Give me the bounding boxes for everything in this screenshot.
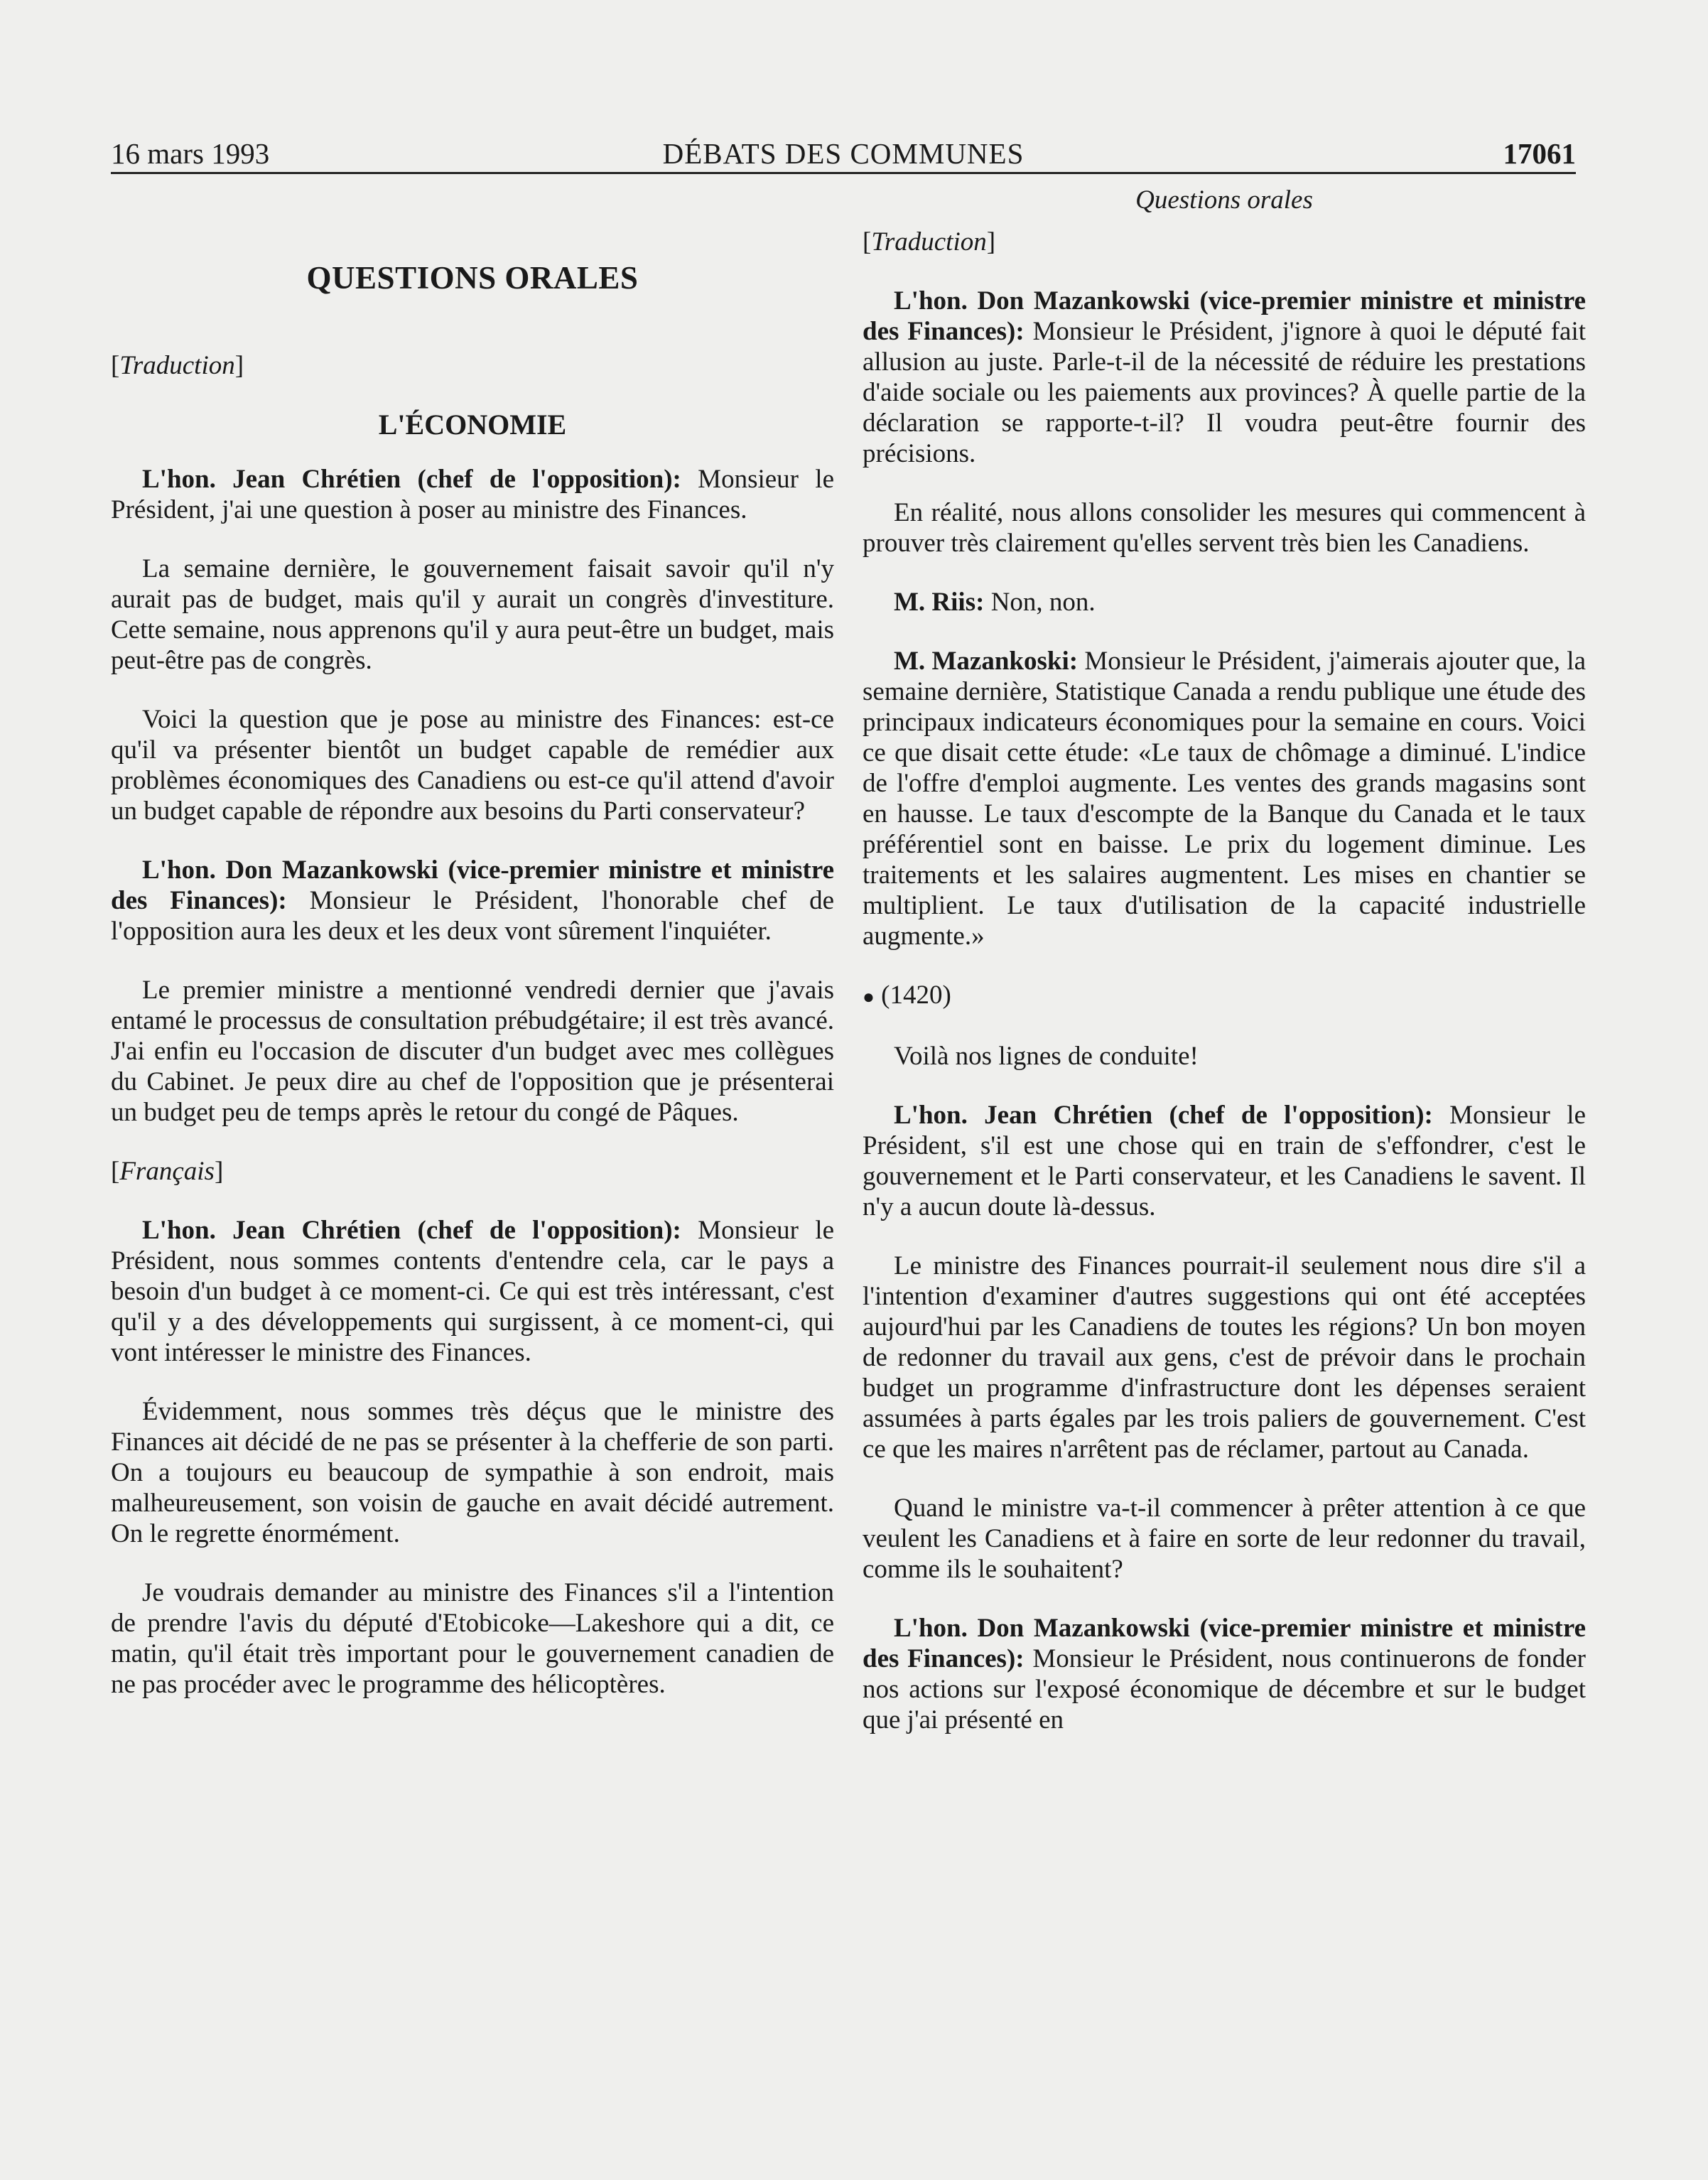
paragraph — [111, 1215, 834, 1368]
right-column — [863, 185, 1586, 1764]
paragraph — [863, 1613, 1586, 1735]
paragraph — [863, 587, 1586, 617]
speech-text: Monsieur le Président, s'il est une chose qui en train de s'effondrer, c'est le gouvernement et le Parti conservateur, et les Canadiens le savent. Il n'y a aucun doute là-dessus. — [863, 1101, 1586, 1222]
header-title: DÉBATS DES COMMUNES — [662, 137, 1025, 170]
speaker-name: L'hon. Jean Chrétien (chef de l'opposition): — [894, 1101, 1433, 1131]
language-note: [Traduction] — [863, 227, 996, 257]
language-note: [Traduction] — [111, 351, 244, 380]
speaker-name: L'hon. Jean Chrétien (chef de l'opposition): — [142, 1216, 681, 1245]
paragraph: En réalité, nous allons consolider les mesures qui commencent à prouver très clairement qu'elles servent très bien les Canadiens. — [863, 498, 1586, 558]
language-note-text: Traduction — [119, 351, 235, 380]
page-number: 17061 — [1503, 137, 1576, 170]
header-date: 16 mars 1993 — [111, 137, 270, 170]
speech-text: Monsieur le Président, nous sommes contents d'entendre cela, car le pays a besoin d'un budget à ce moment-ci. Ce qui est très intéressant, c'est qu'il y a des développements qui surgissent, à ce moment-ci, qui vont intéresser le ministre des Finances. — [111, 1216, 834, 1367]
paragraph: Évidemment, nous sommes très déçus que le ministre des Finances ait décidé de ne pas se présenter à la chefferie de son parti. On a toujours eu beaucoup de sympathie à son endroit, mais malheureusement, son voisin de gauche en avait décidé autrement. On le regrette énormément. — [111, 1397, 834, 1548]
paragraph: Le ministre des Finances pourrait-il seulement nous dire s'il a l'intention d'examiner d'autres suggestions qui ont été acceptées aujourd'hui par les Canadiens de toutes les régions? Un bon moyen de redonner du travail aux gens, c'est de prévoir dans le prochain budget un programme d'infrastructure dont les dépenses seraient assumées à parts égales par les trois paliers de gouvernement. C'est ce que les maires n'arrêtent pas de réclamer, partout au Canada. — [863, 1251, 1586, 1464]
bullet-icon: ● — [863, 986, 875, 1009]
left-column — [111, 185, 834, 1728]
language-note-text: Français — [119, 1157, 215, 1186]
paragraph: Voici la question que je pose au ministre des Finances: est-ce qu'il va présenter bientôt un budget capable de remédier aux problèmes économiques des Canadiens ou est-ce qu'il attend d'avoir un budget capable de répondre aux besoins du Parti conservateur? — [111, 705, 834, 826]
subheading: L'ÉCONOMIE — [378, 409, 567, 441]
speaker-name: M. Riis: — [894, 588, 985, 617]
speech-text: Monsieur le Président, j'ignore à quoi le député fait allusion au juste. Parle-t-il de la nécessité de réduire les prestations d'aide sociale ou les paiements aux provinces? À quelle partie de la déclaration se rapporte-t-il? Il voudra peut-être fournir des précisions. — [863, 317, 1587, 468]
speech-text: Non, non. — [984, 588, 1096, 617]
paragraph — [863, 286, 1586, 469]
paragraph: La semaine dernière, le gouvernement faisait savoir qu'il n'y aurait pas de budget, mais qu'il y aurait un congrès d'investiture. Cette semaine, nous apprenons qu'il y aura peut-être un budget, mais peut-être pas de congrès. — [111, 554, 834, 675]
paragraph — [863, 646, 1586, 951]
speech-text: Monsieur le Président, j'ai une question à poser au ministre des Finances. — [111, 465, 834, 524]
speech-text: Monsieur le Président, nous continuerons de fonder nos actions sur l'exposé économique de décembre et sur le budget que j'ai présenté en — [863, 1644, 1586, 1735]
speaker-name: L'hon. Jean Chrétien (chef de l'opposition): — [142, 465, 681, 494]
speaker-name: L'hon. Don Mazankowski (vice-premier ministre et ministre des Finances): — [111, 856, 834, 915]
paragraph: Je voudrais demander au ministre des Finances s'il a l'intention de prendre l'avis du député d'Etobicoke—Lakeshore qui a dit, ce matin, qu'il était très important pour le gouvernement canadien de ne pas procéder avec le programme des hélicoptères. — [111, 1578, 834, 1699]
section-title: QUESTIONS ORALES — [306, 260, 639, 296]
paragraph: Voilà nos lignes de conduite! — [894, 1042, 1199, 1072]
paragraph: Le premier ministre a mentionné vendredi dernier que j'avais entamé le processus de consultation prébudgétaire; il est très avancé. J'ai enfin eu l'occasion de discuter d'un budget avec mes collègues du Cabinet. Je peux dire au chef de l'opposition que je présenterai un budget peu de temps après le retour du congé de Pâques. — [111, 976, 834, 1127]
language-note: [Français] — [111, 1157, 224, 1186]
timestamp-text: (1420) — [881, 981, 951, 1010]
paragraph: Quand le ministre va-t-il commencer à prêter attention à ce que veulent les Canadiens et à faire en sorte de leur redonner du travail, comme ils le souhaitent? — [863, 1494, 1586, 1585]
language-note-text: Traduction — [871, 227, 987, 257]
speech-text: Monsieur le Président, j'aimerais ajouter que, la semaine dernière, Statistique Canada a rendu publique une étude des principaux indicateurs économiques pour la semaine en cours. Voici ce que disait cette étude: «Le taux de chômage a diminué. L'indice de l'offre d'emploi augmente. Les ventes des grands magasins sont en hausse. Le taux d'escompte de la Banque du Canada et le taux préférentiel sont en baisse. Le prix du logement diminue. Les traitements et les salaires augmentent. Les mises en chantier se multiplient. Le taux d'utilisation de la capacité industrielle augmente.» — [863, 647, 1587, 951]
paragraph — [863, 1100, 1586, 1222]
speaker-name: L'hon. Don Mazankowski (vice-premier ministre et ministre des Finances): — [863, 1614, 1586, 1674]
running-head: Questions orales — [1135, 185, 1313, 215]
timestamp — [863, 980, 1586, 1013]
speech-text: Monsieur le Président, l'honorable chef de l'opposition aura les deux et les deux vont sûrement l'inquiéter. — [111, 886, 834, 946]
paragraph — [111, 464, 834, 525]
speaker-name: M. Mazankoski: — [894, 647, 1079, 676]
paragraph — [111, 855, 834, 946]
page-header — [111, 132, 1576, 174]
speaker-name: L'hon. Don Mazankowski (vice-premier ministre et ministre des Finances): — [863, 286, 1586, 346]
